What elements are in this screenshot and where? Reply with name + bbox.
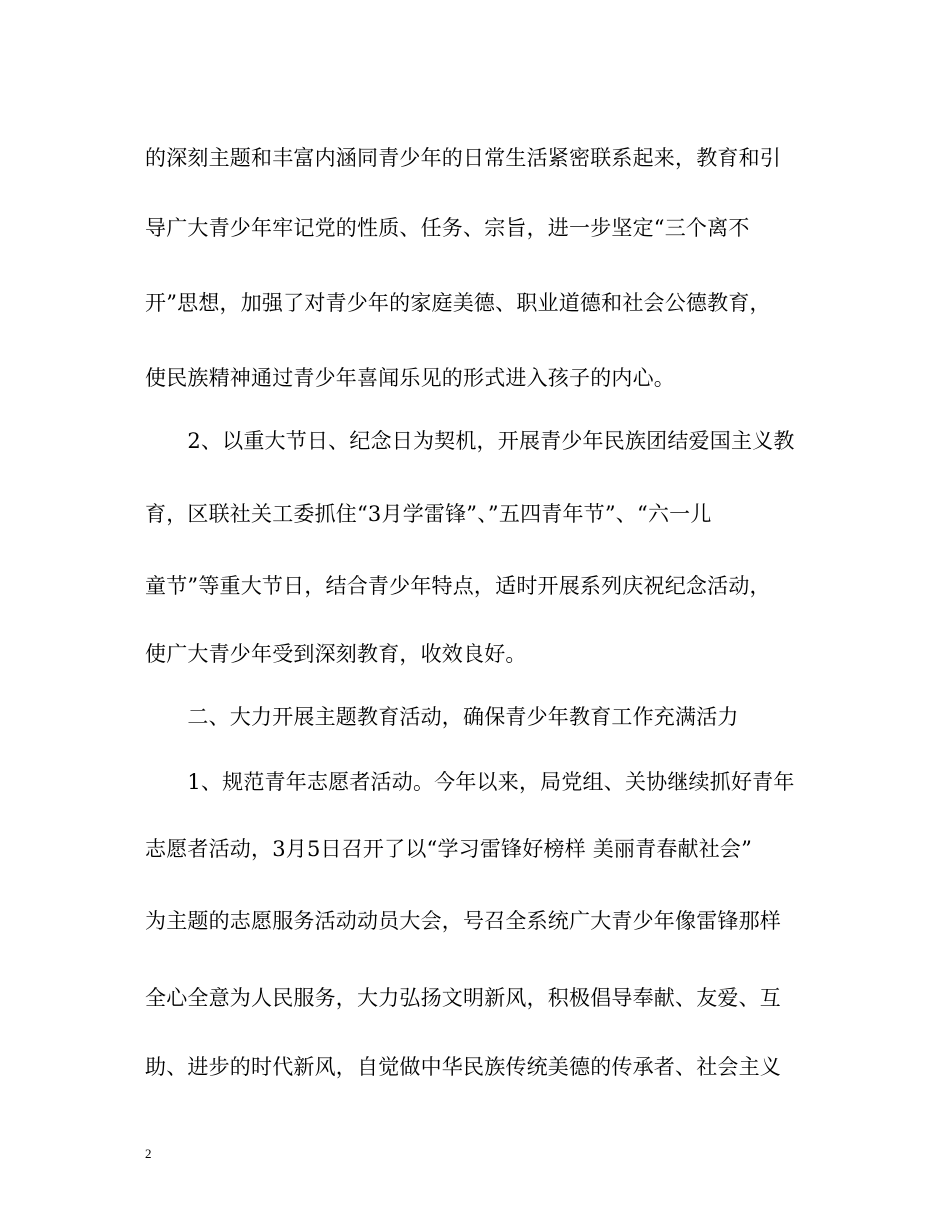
- section-heading: 二、大力开展主题教育活动，确保青少年教育工作充满活力: [145, 705, 739, 729]
- page-number: 2: [145, 1146, 152, 1161]
- text-line: 2、以重大节日、纪念日为契机，开展青少年民族团结爱国主义教: [145, 429, 795, 453]
- text-line: 全心全意为人民服务，大力弘扬文明新风，积极倡导奉献、友爱、互: [145, 986, 781, 1010]
- text-line: 育，区联社关工委抓住“3月学雷锋”、”五四青年节”、“六一儿: [145, 502, 712, 526]
- text-line: 使民族精神通过青少年喜闻乐见的形式进入孩子的内心。: [145, 366, 675, 390]
- text-line: 助、进步的时代新风，自觉做中华民族传统美德的传承者、社会主义: [145, 1055, 781, 1079]
- text-line: 1、规范青年志愿者活动。今年以来，局党组、关协继续抓好青年: [145, 770, 795, 794]
- text-line: 开”思想，加强了对青少年的家庭美德、职业道德和社会公德教育，: [145, 291, 771, 315]
- text-line: 为主题的志愿服务活动动员大会，号召全系统广大青少年像雷锋那样: [145, 909, 781, 933]
- text-line: 童节”等重大节日，结合青少年特点，适时开展系列庆祝纪念活动，: [145, 574, 771, 598]
- text-line: 的深刻主题和丰富内涵同青少年的日常生活紧密联系起来，教育和引: [145, 146, 781, 170]
- text-line: 导广大青少年牢记党的性质、任务、宗旨，进一步坚定“三个离不: [145, 216, 750, 240]
- text-line: 志愿者活动，3月5日召开了以“学习雷锋好榜样 美丽青春献社会”: [145, 837, 753, 861]
- text-line: 使广大青少年受到深刻教育，收效良好。: [145, 642, 527, 666]
